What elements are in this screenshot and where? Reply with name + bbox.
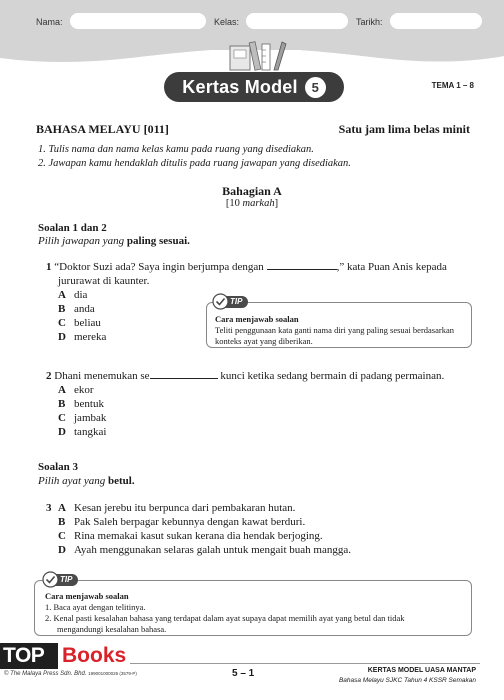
question-2-option-b[interactable]: B bentuk bbox=[58, 398, 104, 410]
instruction-1: 1. Tulis nama dan nama kelas kamu pada ruang yang disediakan. bbox=[38, 144, 314, 155]
question-1-stem: 1 “Doktor Suzi ada? Saya ingin berjumpa dengan ,” kata Puan Anis kepada bbox=[46, 261, 447, 273]
tip-2-item-2-cont: mengandungi kesalahan bahasa. bbox=[57, 624, 167, 634]
paper-number-badge: 5 bbox=[305, 77, 326, 98]
question-group-heading-2: Soalan 3 bbox=[38, 461, 79, 473]
question-1-stem-line2: jururawat di kaunter. bbox=[58, 275, 150, 287]
date-field[interactable] bbox=[390, 13, 482, 29]
date-label: Tarikh: bbox=[356, 17, 383, 27]
question-3-option-c[interactable]: C Rina memakai kasut sukan kerana dia hendak berjoging. bbox=[58, 530, 323, 542]
subject-title: BAHASA MELAYU [011] bbox=[36, 122, 169, 136]
checkmark-icon bbox=[212, 293, 229, 310]
logo-top-text: TOP bbox=[0, 643, 60, 669]
tip-2-title: Cara menjawab soalan bbox=[45, 591, 129, 601]
tip-tag-1 bbox=[214, 295, 248, 308]
tip-box-2 bbox=[34, 580, 472, 636]
class-label: Kelas: bbox=[214, 17, 240, 27]
series-subtitle: Bahasa Melayu SJKC Tahun 4 KSSR Semakan bbox=[338, 677, 476, 684]
section-title: Bahagian A bbox=[222, 184, 282, 198]
answer-blank bbox=[267, 260, 337, 270]
question-3-option-d[interactable]: D Ayah menggunakan selaras galah untuk mengait buah mangga. bbox=[58, 544, 351, 556]
paper-title: Kertas Model bbox=[182, 76, 298, 97]
stationery-illustration-icon bbox=[222, 36, 294, 72]
question-1-option-b[interactable]: B anda bbox=[58, 303, 95, 315]
tip-2-label: TIP bbox=[60, 575, 73, 584]
question-1-option-a[interactable]: A dia bbox=[58, 289, 88, 301]
title-banner bbox=[164, 72, 344, 102]
tip-1-text: Teliti penggunaan kata ganti nama diri yang paling sesuai berdasarkan konteks ayat yang diberikan. bbox=[215, 325, 454, 346]
logo-books-text: Books bbox=[58, 643, 130, 669]
tip-1-label: TIP bbox=[230, 297, 243, 306]
question-1-option-c[interactable]: C beliau bbox=[58, 317, 101, 329]
duration-text: Satu jam lima belas minit bbox=[338, 122, 470, 136]
tema-label: TEMA 1 – 8 bbox=[431, 81, 474, 90]
question-1-option-d[interactable]: D mereka bbox=[58, 331, 107, 343]
class-field[interactable] bbox=[246, 13, 348, 29]
tip-tag-2 bbox=[44, 573, 78, 586]
question-group-heading-1: Soalan 1 dan 2 bbox=[38, 222, 107, 234]
question-3-option-b[interactable]: B Pak Saleh berpagar kebunnya dengan kawat berduri. bbox=[58, 516, 306, 528]
question-2-option-d[interactable]: D tangkai bbox=[58, 426, 107, 438]
question-3-option-a[interactable]: 3 A Kesan jerebu itu berpunca dari pembakaran hutan. bbox=[46, 502, 296, 514]
question-2-option-a[interactable]: A ekor bbox=[58, 384, 94, 396]
section-marks: [10 markah] bbox=[225, 198, 279, 209]
question-group-instruction-2: Pilih ayat yang betul. bbox=[38, 475, 135, 487]
tip-1-title: Cara menjawab soalan bbox=[215, 314, 299, 324]
name-field[interactable] bbox=[70, 13, 206, 29]
tip-box-1 bbox=[206, 302, 472, 348]
tip-2-item-1: 1. Baca ayat dengan telitinya. bbox=[45, 602, 146, 612]
question-2-option-c[interactable]: C jambak bbox=[58, 412, 107, 424]
question-group-instruction-1: Pilih jawapan yang paling sesuai. bbox=[38, 235, 190, 247]
question-2-stem: 2 Dhani menemukan se kunci ketika sedang bermain di padang permainan. bbox=[46, 370, 445, 382]
copyright-text: © The Malaya Press Sdn. Bhd. 199001000026 (3579-P) bbox=[4, 671, 137, 677]
page-number: 5 – 1 bbox=[232, 668, 255, 679]
answer-blank bbox=[150, 369, 218, 379]
series-title: KERTAS MODEL UASA MANTAP bbox=[367, 667, 476, 674]
checkmark-icon bbox=[42, 571, 59, 588]
instruction-2: 2. Jawapan kamu hendaklah ditulis pada ruang jawapan yang disediakan. bbox=[38, 158, 351, 169]
name-label: Nama: bbox=[36, 17, 63, 27]
tip-2-item-2: 2. Kenal pasti kesalahan bahasa yang terdapat dalam ayat supaya dapat memilih ayat yang betul dan tidak bbox=[45, 613, 405, 623]
